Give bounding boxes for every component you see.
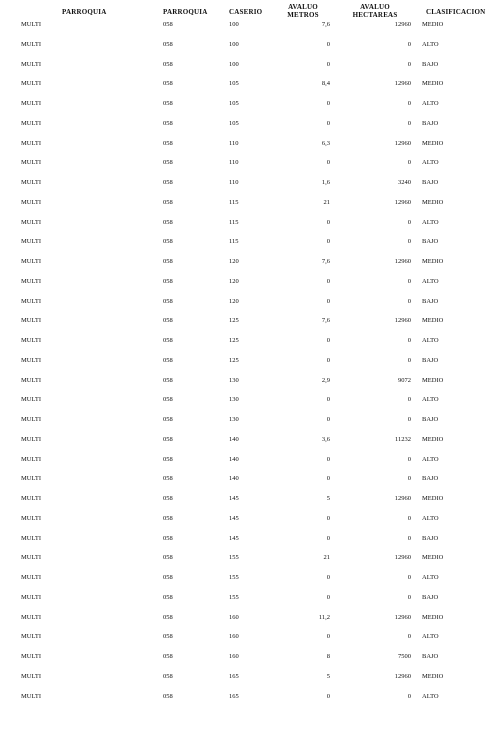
cell-avaluo-hectareas: 12960 — [394, 554, 411, 562]
cell-parroquia: MULTI — [21, 139, 41, 147]
table-row — [0, 592, 504, 604]
cell-parroquia-code: 058 — [163, 633, 173, 641]
cell-avaluo-hectareas: 0 — [407, 475, 411, 483]
cell-parroquia: MULTI — [21, 554, 41, 562]
cell-avaluo-metros: 7,6 — [321, 21, 330, 28]
table-row — [0, 691, 504, 703]
cell-parroquia-code: 058 — [163, 534, 173, 542]
cell-parroquia-code: 058 — [163, 455, 173, 463]
cell-avaluo-metros: 6,3 — [321, 139, 330, 147]
cell-caserio: 130 — [229, 416, 239, 423]
cell-avaluo-metros: 0 — [326, 218, 330, 226]
cell-parroquia-code: 058 — [163, 356, 173, 364]
cell-parroquia: MULTI — [21, 455, 41, 463]
cell-caserio: 100 — [229, 40, 239, 48]
table-row — [0, 197, 504, 209]
cell-avaluo-metros: 21 — [323, 554, 330, 562]
cell-avaluo-hectareas: 0 — [407, 238, 411, 246]
cell-parroquia: MULTI — [21, 692, 41, 700]
cell-parroquia: MULTI — [21, 534, 41, 542]
cell-caserio: 110 — [229, 159, 239, 167]
cell-parroquia: MULTI — [21, 80, 41, 88]
cell-clasificacion: BAJO — [422, 356, 439, 364]
cell-clasificacion: MEDIO — [422, 139, 444, 147]
cell-avaluo-metros: 0 — [326, 396, 330, 404]
header-avaluo-metros — [283, 3, 323, 19]
cell-avaluo-hectareas: 12960 — [394, 317, 411, 325]
cell-avaluo-hectareas: 0 — [407, 277, 411, 285]
table-row — [0, 315, 504, 327]
header-avaluo-metros-line1: AVALUO — [288, 3, 318, 11]
cell-parroquia-code: 058 — [163, 218, 173, 226]
cell-avaluo-hectareas: 12960 — [394, 198, 411, 206]
cell-avaluo-hectareas: 0 — [407, 514, 411, 522]
cell-clasificacion: MEDIO — [422, 495, 444, 502]
cell-avaluo-metros: 0 — [326, 593, 330, 601]
cell-clasificacion: MEDIO — [422, 317, 444, 325]
cell-caserio: 115 — [229, 218, 239, 226]
cell-parroquia: MULTI — [21, 179, 41, 186]
cell-clasificacion: ALTO — [422, 277, 439, 285]
cell-parroquia-code: 058 — [163, 40, 173, 48]
cell-avaluo-hectareas: 0 — [407, 119, 411, 127]
table-row — [0, 256, 504, 268]
cell-clasificacion: BAJO — [422, 653, 439, 660]
cell-avaluo-hectareas: 0 — [407, 60, 411, 68]
cell-avaluo-metros: 3,6 — [321, 435, 330, 443]
cell-caserio: 125 — [229, 356, 239, 364]
cell-parroquia: MULTI — [21, 435, 41, 443]
cell-avaluo-hectareas: 0 — [407, 396, 411, 404]
cell-parroquia-code: 058 — [163, 60, 173, 68]
cell-parroquia: MULTI — [21, 574, 41, 581]
cell-caserio: 115 — [229, 238, 239, 246]
cell-avaluo-metros: 0 — [326, 119, 330, 127]
cell-parroquia: MULTI — [21, 653, 41, 660]
table-row — [0, 552, 504, 564]
cell-avaluo-hectareas: 0 — [407, 40, 411, 48]
header-parroquia-1: PARROQUIA — [62, 8, 107, 16]
cell-clasificacion: BAJO — [422, 475, 439, 483]
cell-parroquia: MULTI — [21, 593, 41, 601]
cell-parroquia-code: 058 — [163, 376, 173, 384]
cell-parroquia: MULTI — [21, 475, 41, 483]
cell-clasificacion: BAJO — [422, 416, 439, 423]
table-row — [0, 59, 504, 71]
cell-parroquia-code: 058 — [163, 297, 173, 305]
cell-clasificacion: MEDIO — [422, 554, 444, 562]
cell-parroquia: MULTI — [21, 356, 41, 364]
cell-clasificacion: BAJO — [422, 60, 439, 68]
cell-caserio: 140 — [229, 475, 239, 483]
cell-clasificacion: ALTO — [422, 514, 439, 522]
cell-parroquia-code: 058 — [163, 416, 173, 423]
cell-clasificacion: MEDIO — [422, 198, 444, 206]
table-row — [0, 217, 504, 229]
cell-parroquia-code: 058 — [163, 613, 173, 621]
cell-parroquia: MULTI — [21, 258, 41, 265]
header-clasificacion: CLASIFICACION — [426, 8, 486, 16]
header-caserio: CASERIO — [229, 8, 263, 16]
cell-parroquia-code: 058 — [163, 80, 173, 88]
cell-avaluo-metros: 7,6 — [321, 317, 330, 325]
table-row — [0, 138, 504, 150]
cell-caserio: 165 — [229, 672, 239, 680]
cell-parroquia: MULTI — [21, 613, 41, 621]
cell-clasificacion: BAJO — [422, 534, 439, 542]
cell-avaluo-metros: 5 — [326, 495, 330, 502]
cell-parroquia-code: 058 — [163, 574, 173, 581]
table-row — [0, 335, 504, 347]
cell-clasificacion: ALTO — [422, 633, 439, 641]
cell-parroquia-code: 058 — [163, 258, 173, 265]
cell-parroquia: MULTI — [21, 198, 41, 206]
cell-caserio: 140 — [229, 435, 239, 443]
cell-parroquia: MULTI — [21, 119, 41, 127]
cell-avaluo-metros: 0 — [326, 100, 330, 107]
cell-avaluo-metros: 21 — [323, 198, 330, 206]
table-row — [0, 651, 504, 663]
cell-parroquia: MULTI — [21, 633, 41, 641]
cell-avaluo-metros: 0 — [326, 475, 330, 483]
table-row — [0, 572, 504, 584]
cell-avaluo-metros: 0 — [326, 40, 330, 48]
cell-caserio: 145 — [229, 534, 239, 542]
table-row — [0, 671, 504, 683]
cell-clasificacion: ALTO — [422, 337, 439, 344]
cell-avaluo-hectareas: 12960 — [394, 258, 411, 265]
table-row — [0, 78, 504, 90]
table-row — [0, 394, 504, 406]
cell-avaluo-metros: 0 — [326, 534, 330, 542]
cell-avaluo-metros: 0 — [326, 574, 330, 581]
cell-clasificacion: ALTO — [422, 692, 439, 700]
cell-clasificacion: ALTO — [422, 455, 439, 463]
cell-clasificacion: BAJO — [422, 297, 439, 305]
cell-caserio: 160 — [229, 633, 239, 641]
table-row — [0, 296, 504, 308]
header-avaluo-hectareas — [347, 3, 403, 19]
cell-parroquia-code: 058 — [163, 593, 173, 601]
cell-clasificacion: MEDIO — [422, 376, 444, 384]
cell-caserio: 145 — [229, 495, 239, 502]
cell-caserio: 120 — [229, 258, 239, 265]
cell-avaluo-metros: 8 — [326, 653, 330, 660]
cell-caserio: 160 — [229, 653, 239, 660]
cell-parroquia-code: 058 — [163, 198, 173, 206]
cell-avaluo-hectareas: 0 — [407, 593, 411, 601]
cell-clasificacion: MEDIO — [422, 435, 444, 443]
cell-clasificacion: ALTO — [422, 396, 439, 404]
cell-avaluo-metros: 0 — [326, 514, 330, 522]
cell-parroquia: MULTI — [21, 495, 41, 502]
cell-parroquia-code: 058 — [163, 337, 173, 344]
cell-clasificacion: BAJO — [422, 119, 439, 127]
cell-caserio: 120 — [229, 277, 239, 285]
cell-parroquia-code: 058 — [163, 159, 173, 167]
cell-avaluo-hectareas: 0 — [407, 574, 411, 581]
cell-parroquia-code: 058 — [163, 317, 173, 325]
table-row — [0, 533, 504, 545]
cell-avaluo-metros: 0 — [326, 159, 330, 167]
cell-caserio: 105 — [229, 80, 239, 88]
cell-avaluo-metros: 0 — [326, 692, 330, 700]
cell-clasificacion: BAJO — [422, 593, 439, 601]
cell-caserio: 140 — [229, 455, 239, 463]
cell-avaluo-metros: 5 — [326, 672, 330, 680]
cell-avaluo-metros: 0 — [326, 277, 330, 285]
table-row — [0, 118, 504, 130]
cell-avaluo-hectareas: 7500 — [398, 653, 411, 660]
cell-avaluo-metros: 0 — [326, 633, 330, 641]
table-row — [0, 434, 504, 446]
cell-avaluo-hectareas: 11232 — [394, 435, 411, 443]
cell-caserio: 155 — [229, 554, 239, 562]
table-row — [0, 473, 504, 485]
table-row — [0, 612, 504, 624]
cell-avaluo-metros: 0 — [326, 297, 330, 305]
cell-avaluo-hectareas: 0 — [407, 356, 411, 364]
cell-clasificacion: MEDIO — [422, 258, 444, 265]
table-row — [0, 157, 504, 169]
cell-parroquia-code: 058 — [163, 475, 173, 483]
cell-avaluo-metros: 7,6 — [321, 258, 330, 265]
cell-parroquia: MULTI — [21, 277, 41, 285]
cell-caserio: 100 — [229, 21, 239, 28]
header-avaluo-hectareas-line2: HECTAREAS — [352, 11, 398, 19]
cell-parroquia-code: 058 — [163, 179, 173, 186]
cell-caserio: 130 — [229, 396, 239, 404]
cell-parroquia: MULTI — [21, 416, 41, 423]
cell-parroquia-code: 058 — [163, 21, 173, 28]
cell-parroquia-code: 058 — [163, 139, 173, 147]
cell-clasificacion: BAJO — [422, 238, 439, 246]
cell-caserio: 115 — [229, 198, 239, 206]
cell-parroquia-code: 058 — [163, 119, 173, 127]
cell-parroquia: MULTI — [21, 514, 41, 522]
cell-parroquia: MULTI — [21, 376, 41, 384]
cell-parroquia: MULTI — [21, 238, 41, 246]
cell-avaluo-hectareas: 12960 — [394, 672, 411, 680]
table-row — [0, 19, 504, 31]
table-row — [0, 236, 504, 248]
cell-avaluo-metros: 0 — [326, 455, 330, 463]
cell-avaluo-metros: 0 — [326, 416, 330, 423]
table-row — [0, 98, 504, 110]
table-row — [0, 513, 504, 525]
cell-avaluo-hectareas: 3240 — [398, 179, 411, 186]
cell-parroquia-code: 058 — [163, 514, 173, 522]
cell-caserio: 125 — [229, 337, 239, 344]
cell-avaluo-metros: 11,2 — [318, 613, 330, 621]
cell-caserio: 160 — [229, 613, 239, 621]
cell-avaluo-hectareas: 0 — [407, 534, 411, 542]
table-row — [0, 39, 504, 51]
header-parroquia-2: PARROQUIA — [163, 8, 208, 16]
cell-caserio: 145 — [229, 514, 239, 522]
cell-parroquia-code: 058 — [163, 238, 173, 246]
cell-avaluo-metros: 0 — [326, 337, 330, 344]
cell-caserio: 105 — [229, 119, 239, 127]
table-row — [0, 355, 504, 367]
cell-parroquia: MULTI — [21, 60, 41, 68]
table-row — [0, 454, 504, 466]
cell-parroquia-code: 058 — [163, 277, 173, 285]
table-row — [0, 631, 504, 643]
cell-parroquia: MULTI — [21, 297, 41, 305]
cell-caserio: 110 — [229, 179, 239, 186]
cell-avaluo-hectareas: 12960 — [394, 613, 411, 621]
cell-caserio: 155 — [229, 574, 239, 581]
cell-avaluo-hectareas: 0 — [407, 297, 411, 305]
cell-avaluo-hectareas: 0 — [407, 416, 411, 423]
cell-caserio: 110 — [229, 139, 239, 147]
cell-clasificacion: ALTO — [422, 218, 439, 226]
cell-parroquia: MULTI — [21, 159, 41, 167]
table-row — [0, 177, 504, 189]
cell-avaluo-hectareas: 0 — [407, 159, 411, 167]
cell-caserio: 125 — [229, 317, 239, 325]
cell-clasificacion: ALTO — [422, 574, 439, 581]
cell-avaluo-hectareas: 12960 — [394, 80, 411, 88]
header-avaluo-metros-line2: METROS — [287, 11, 319, 19]
cell-clasificacion: ALTO — [422, 40, 439, 48]
cell-parroquia-code: 058 — [163, 672, 173, 680]
cell-avaluo-metros: 0 — [326, 238, 330, 246]
cell-avaluo-hectareas: 12960 — [394, 495, 411, 502]
cell-clasificacion: MEDIO — [422, 21, 444, 28]
cell-avaluo-hectareas: 0 — [407, 692, 411, 700]
cell-clasificacion: ALTO — [422, 100, 439, 107]
cell-parroquia-code: 058 — [163, 435, 173, 443]
table-row — [0, 276, 504, 288]
cell-clasificacion: MEDIO — [422, 80, 444, 88]
cell-parroquia-code: 058 — [163, 653, 173, 660]
cell-caserio: 100 — [229, 60, 239, 68]
cell-parroquia: MULTI — [21, 40, 41, 48]
cell-caserio: 120 — [229, 297, 239, 305]
cell-parroquia: MULTI — [21, 21, 41, 28]
cell-parroquia: MULTI — [21, 396, 41, 404]
cell-avaluo-metros: 0 — [326, 60, 330, 68]
cell-caserio: 130 — [229, 376, 239, 384]
cell-avaluo-metros: 1,6 — [321, 179, 330, 186]
cell-parroquia-code: 058 — [163, 554, 173, 562]
cell-avaluo-hectareas: 12960 — [394, 139, 411, 147]
cell-avaluo-metros: 8,4 — [321, 80, 330, 88]
cell-clasificacion: BAJO — [422, 179, 439, 186]
cell-clasificacion: ALTO — [422, 159, 439, 167]
cell-clasificacion: MEDIO — [422, 672, 444, 680]
cell-avaluo-hectareas: 0 — [407, 455, 411, 463]
cell-avaluo-metros: 0 — [326, 356, 330, 364]
cell-avaluo-hectareas: 0 — [407, 100, 411, 107]
table-row — [0, 493, 504, 505]
cell-avaluo-hectareas: 0 — [407, 218, 411, 226]
table-row — [0, 375, 504, 387]
cell-parroquia: MULTI — [21, 100, 41, 107]
header-avaluo-hectareas-line1: AVALUO — [360, 3, 390, 11]
cell-avaluo-hectareas: 0 — [407, 633, 411, 641]
cell-clasificacion: MEDIO — [422, 613, 444, 621]
cell-avaluo-hectareas: 0 — [407, 337, 411, 344]
cell-parroquia: MULTI — [21, 317, 41, 325]
cell-avaluo-metros: 2,9 — [321, 376, 330, 384]
cell-parroquia-code: 058 — [163, 100, 173, 107]
cell-caserio: 105 — [229, 100, 239, 107]
cell-avaluo-hectareas: 12960 — [394, 21, 411, 28]
cell-caserio: 165 — [229, 692, 239, 700]
cell-parroquia-code: 058 — [163, 692, 173, 700]
cell-parroquia: MULTI — [21, 672, 41, 680]
cell-parroquia: MULTI — [21, 218, 41, 226]
cell-caserio: 155 — [229, 593, 239, 601]
cell-parroquia-code: 058 — [163, 495, 173, 502]
table-row — [0, 414, 504, 426]
cell-parroquia: MULTI — [21, 337, 41, 344]
cell-parroquia-code: 058 — [163, 396, 173, 404]
cell-avaluo-hectareas: 9072 — [398, 376, 411, 384]
